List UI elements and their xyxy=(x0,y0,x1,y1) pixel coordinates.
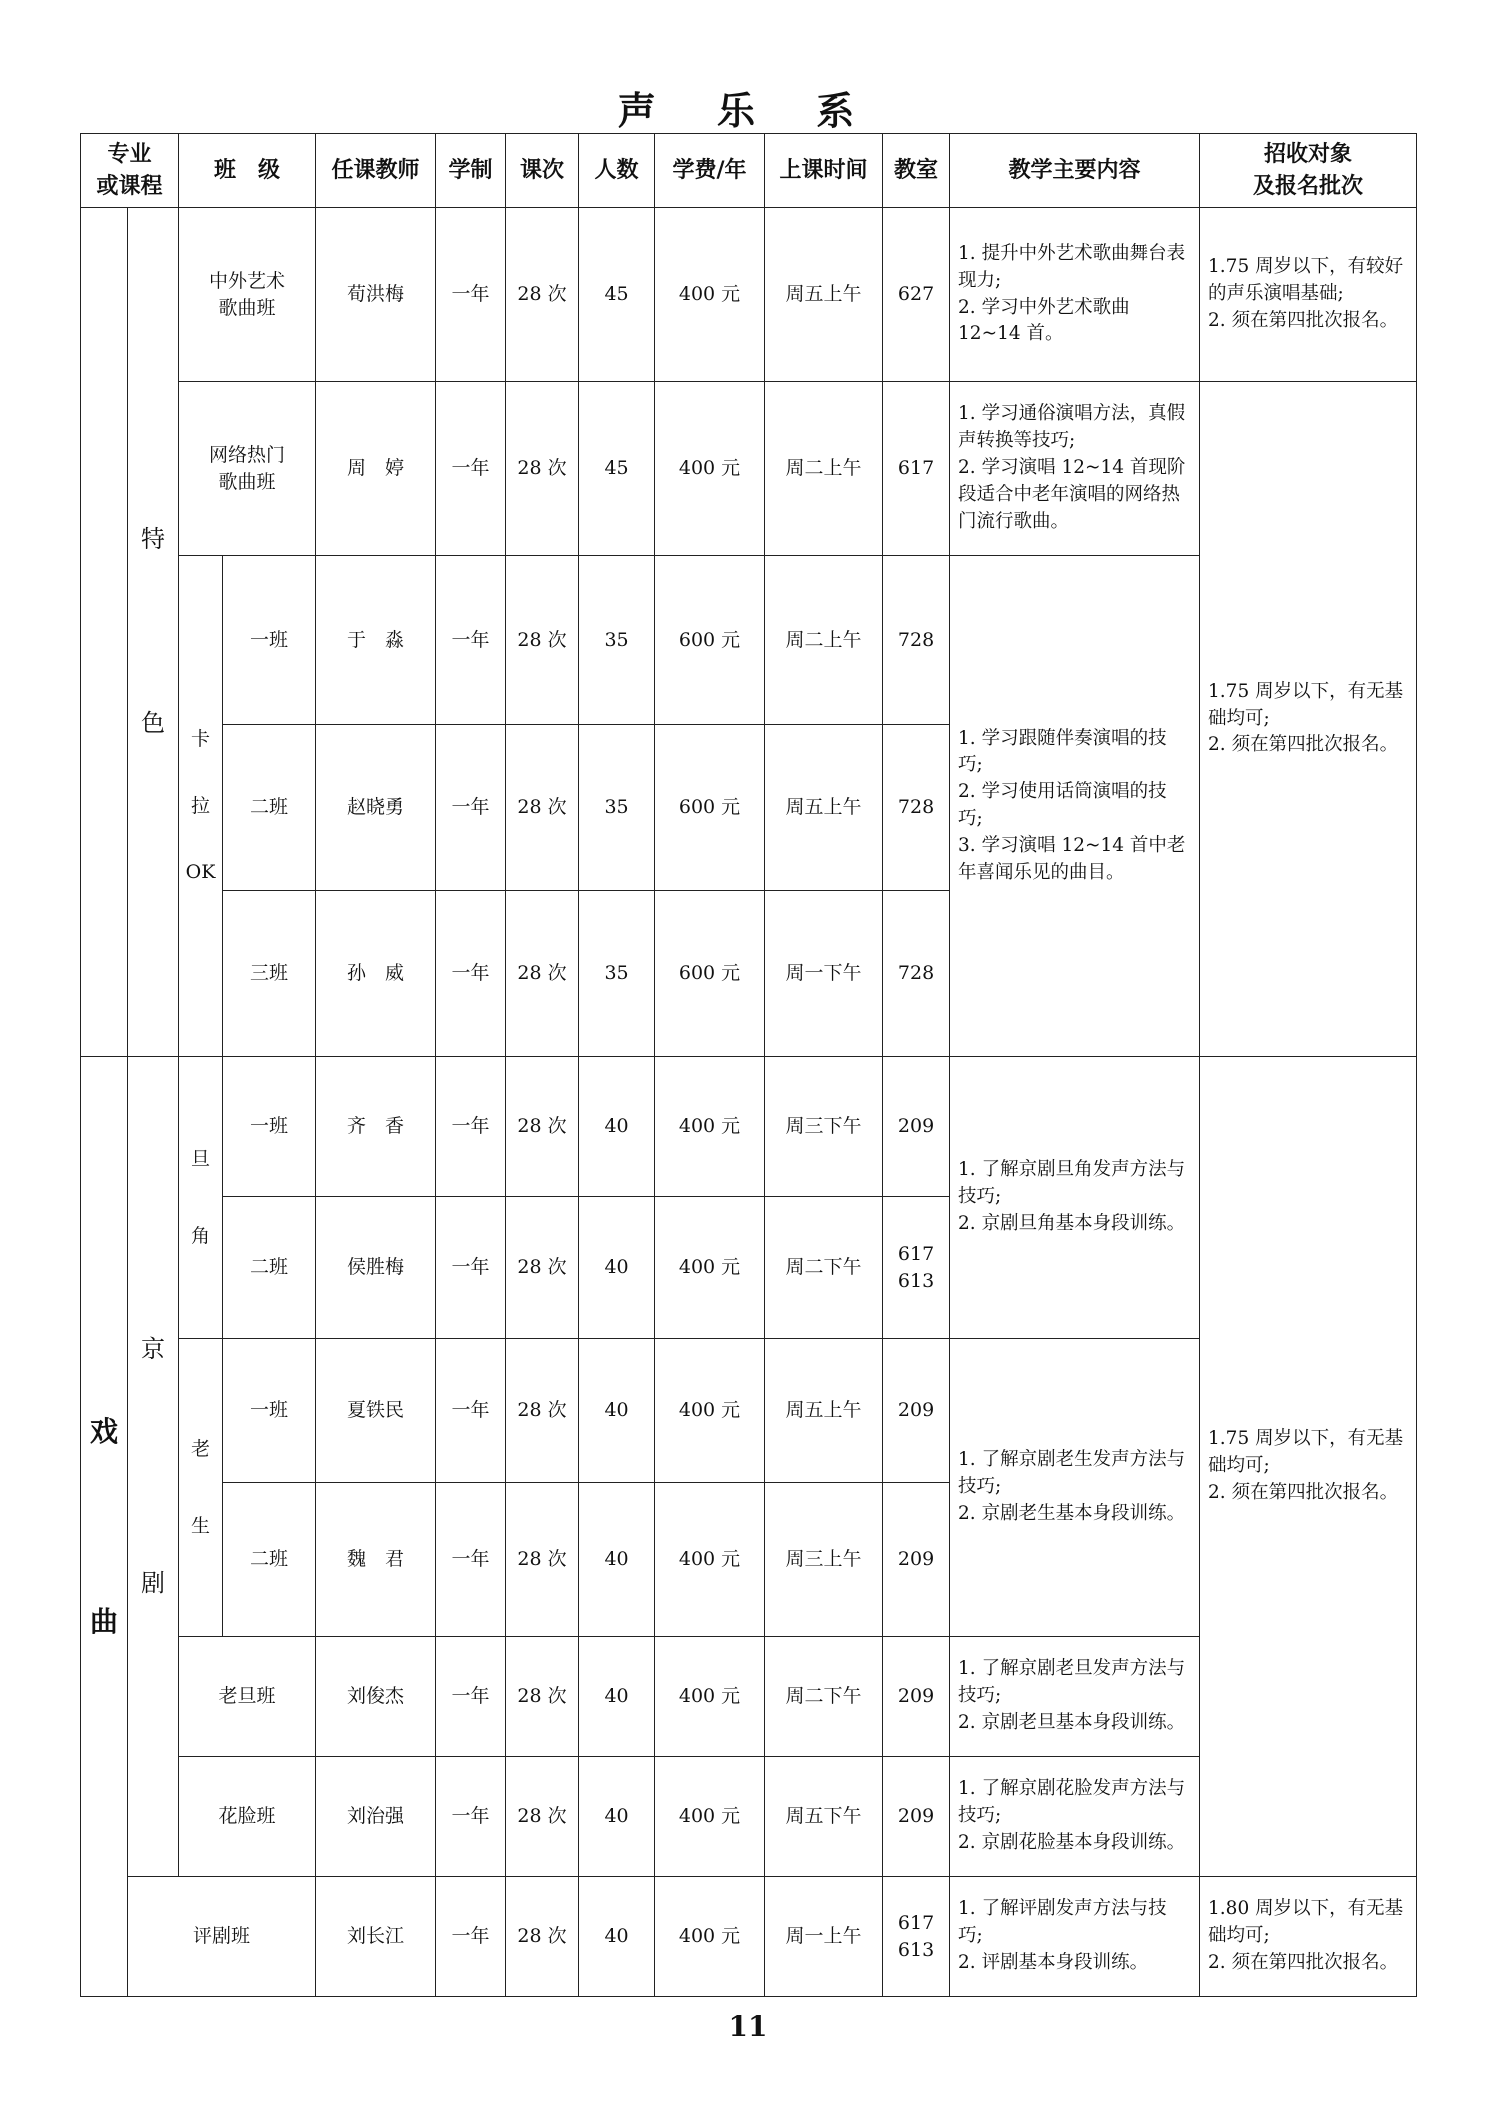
fee-cell: 600 元 xyxy=(655,891,765,1057)
fee-cell: 600 元 xyxy=(655,725,765,891)
target-cell: 1.80 周岁以下，有无基础均可; 2. 须在第四批次报名。 xyxy=(1200,1877,1417,1997)
fee-cell: 400 元 xyxy=(655,1057,765,1197)
class-cell: 二班 xyxy=(223,1197,316,1339)
content-cell: 1. 了解京剧老旦发声方法与技巧; 2. 京剧老旦基本身段训练。 xyxy=(950,1637,1200,1757)
table-row xyxy=(81,1877,1417,1997)
header-system: 学制 xyxy=(436,134,506,208)
header-teacher: 任课教师 xyxy=(316,134,436,208)
system-cell: 一年 xyxy=(436,1877,506,1997)
header-time: 上课时间 xyxy=(765,134,883,208)
teacher-cell: 魏 君 xyxy=(316,1483,436,1637)
group-tese: 特 色 xyxy=(128,208,179,1057)
sessions-cell: 28 次 xyxy=(506,725,579,891)
header-target: 招收对象 及报名批次 xyxy=(1200,134,1417,208)
class-cell: 花脸班 xyxy=(179,1757,316,1877)
group-karaoke: 卡 拉 OK xyxy=(179,556,223,1057)
class-cell: 网络热门 歌曲班 xyxy=(179,382,316,556)
time-cell: 周五上午 xyxy=(765,1339,883,1483)
people-cell: 40 xyxy=(579,1877,655,1997)
target-cell: 1.75 周岁以下，有无基础均可; 2. 须在第四批次报名。 xyxy=(1200,1057,1417,1877)
room-cell: 617 613 xyxy=(883,1877,950,1997)
class-cell: 一班 xyxy=(223,1057,316,1197)
header-people: 人数 xyxy=(579,134,655,208)
content-cell: 1. 了解评剧发声方法与技巧; 2. 评剧基本身段训练。 xyxy=(950,1877,1200,1997)
room-cell: 209 xyxy=(883,1637,950,1757)
header-class: 班 级 xyxy=(179,134,316,208)
time-cell: 周二下午 xyxy=(765,1637,883,1757)
sessions-cell: 28 次 xyxy=(506,1339,579,1483)
fee-cell: 400 元 xyxy=(655,1877,765,1997)
teacher-cell: 赵晓勇 xyxy=(316,725,436,891)
teacher-cell: 于 淼 xyxy=(316,556,436,725)
fee-cell: 600 元 xyxy=(655,556,765,725)
content-cell: 1. 了解京剧老生发声方法与技巧; 2. 京剧老生基本身段训练。 xyxy=(950,1339,1200,1637)
header-content: 教学主要内容 xyxy=(950,134,1200,208)
fee-cell: 400 元 xyxy=(655,1757,765,1877)
time-cell: 周一上午 xyxy=(765,1877,883,1997)
teacher-cell: 荀洪梅 xyxy=(316,208,436,382)
class-cell: 三班 xyxy=(223,891,316,1057)
content-cell: 1. 了解京剧旦角发声方法与技巧; 2. 京剧旦角基本身段训练。 xyxy=(950,1057,1200,1339)
fee-cell: 400 元 xyxy=(655,208,765,382)
group-danjiao: 旦 角 xyxy=(179,1057,223,1339)
content-cell: 1. 学习跟随伴奏演唱的技巧; 2. 学习使用话筒演唱的技巧; 3. 学习演唱 12~14 首中老年喜闻乐见的曲目。 xyxy=(950,556,1200,1057)
time-cell: 周三下午 xyxy=(765,1057,883,1197)
target-cell: 1.75 周岁以下，有无基础均可; 2. 须在第四批次报名。 xyxy=(1200,382,1417,1057)
sessions-cell: 28 次 xyxy=(506,556,579,725)
people-cell: 40 xyxy=(579,1197,655,1339)
room-cell: 209 xyxy=(883,1339,950,1483)
time-cell: 周一下午 xyxy=(765,891,883,1057)
people-cell: 40 xyxy=(579,1757,655,1877)
system-cell: 一年 xyxy=(436,1197,506,1339)
group-jingju: 京 剧 xyxy=(128,1057,179,1877)
system-cell: 一年 xyxy=(436,891,506,1057)
system-cell: 一年 xyxy=(436,208,506,382)
sessions-cell: 28 次 xyxy=(506,208,579,382)
room-cell: 728 xyxy=(883,891,950,1057)
table-row xyxy=(81,1057,1417,1197)
people-cell: 35 xyxy=(579,891,655,1057)
fee-cell: 400 元 xyxy=(655,1483,765,1637)
system-cell: 一年 xyxy=(436,1483,506,1637)
time-cell: 周二上午 xyxy=(765,556,883,725)
room-cell: 617 613 xyxy=(883,1197,950,1339)
sessions-cell: 28 次 xyxy=(506,1877,579,1997)
room-cell: 209 xyxy=(883,1057,950,1197)
teacher-cell: 刘治强 xyxy=(316,1757,436,1877)
content-cell: 1. 学习通俗演唱方法，真假声转换等技巧; 2. 学习演唱 12~14 首现阶段适合中老年演唱的网络热门流行歌曲。 xyxy=(950,382,1200,556)
people-cell: 40 xyxy=(579,1637,655,1757)
people-cell: 35 xyxy=(579,556,655,725)
class-cell: 一班 xyxy=(223,1339,316,1483)
people-cell: 40 xyxy=(579,1483,655,1637)
people-cell: 40 xyxy=(579,1339,655,1483)
system-cell: 一年 xyxy=(436,1057,506,1197)
system-cell: 一年 xyxy=(436,1757,506,1877)
target-cell: 1.75 周岁以下，有较好的声乐演唱基础; 2. 须在第四批次报名。 xyxy=(1200,208,1417,382)
room-cell: 728 xyxy=(883,556,950,725)
header-row xyxy=(81,134,1417,208)
teacher-cell: 周 婷 xyxy=(316,382,436,556)
class-cell: 老旦班 xyxy=(179,1637,316,1757)
fee-cell: 400 元 xyxy=(655,1197,765,1339)
room-cell: 728 xyxy=(883,725,950,891)
teacher-cell: 侯胜梅 xyxy=(316,1197,436,1339)
content-cell: 1. 了解京剧花脸发声方法与技巧; 2. 京剧花脸基本身段训练。 xyxy=(950,1757,1200,1877)
class-cell: 二班 xyxy=(223,725,316,891)
people-cell: 45 xyxy=(579,208,655,382)
system-cell: 一年 xyxy=(436,382,506,556)
sessions-cell: 28 次 xyxy=(506,1757,579,1877)
room-cell: 617 xyxy=(883,382,950,556)
sessions-cell: 28 次 xyxy=(506,382,579,556)
sessions-cell: 28 次 xyxy=(506,891,579,1057)
sessions-cell: 28 次 xyxy=(506,1483,579,1637)
teacher-cell: 刘俊杰 xyxy=(316,1637,436,1757)
teacher-cell: 刘长江 xyxy=(316,1877,436,1997)
system-cell: 一年 xyxy=(436,1637,506,1757)
sessions-cell: 28 次 xyxy=(506,1197,579,1339)
teacher-cell: 夏铁民 xyxy=(316,1339,436,1483)
page-title: 声 乐 系 xyxy=(617,89,879,133)
class-cell: 二班 xyxy=(223,1483,316,1637)
course-table xyxy=(80,133,1417,1997)
class-cell: 评剧班 xyxy=(128,1877,316,1997)
people-cell: 35 xyxy=(579,725,655,891)
people-cell: 45 xyxy=(579,382,655,556)
sessions-cell: 28 次 xyxy=(506,1637,579,1757)
sessions-cell: 28 次 xyxy=(506,1057,579,1197)
group-laosheng: 老 生 xyxy=(179,1339,223,1637)
time-cell: 周二上午 xyxy=(765,382,883,556)
category-blank-cell xyxy=(81,208,128,1057)
system-cell: 一年 xyxy=(436,556,506,725)
header-fee: 学费/年 xyxy=(655,134,765,208)
room-cell: 209 xyxy=(883,1483,950,1637)
room-cell: 627 xyxy=(883,208,950,382)
time-cell: 周二下午 xyxy=(765,1197,883,1339)
time-cell: 周五下午 xyxy=(765,1757,883,1877)
group-xiqu: 戏 曲 xyxy=(81,1057,128,1997)
fee-cell: 400 元 xyxy=(655,1637,765,1757)
table-row xyxy=(81,208,1417,382)
system-cell: 一年 xyxy=(436,1339,506,1483)
header-major: 专业 或课程 xyxy=(81,134,179,208)
page-number: 11 xyxy=(728,2010,768,2043)
teacher-cell: 孙 威 xyxy=(316,891,436,1057)
fee-cell: 400 元 xyxy=(655,382,765,556)
fee-cell: 400 元 xyxy=(655,1339,765,1483)
room-cell: 209 xyxy=(883,1757,950,1877)
time-cell: 周五上午 xyxy=(765,208,883,382)
teacher-cell: 齐 香 xyxy=(316,1057,436,1197)
class-cell: 中外艺术 歌曲班 xyxy=(179,208,316,382)
time-cell: 周五上午 xyxy=(765,725,883,891)
content-cell: 1. 提升中外艺术歌曲舞台表现力; 2. 学习中外艺术歌曲 12~14 首。 xyxy=(950,208,1200,382)
class-cell: 一班 xyxy=(223,556,316,725)
people-cell: 40 xyxy=(579,1057,655,1197)
header-sessions: 课次 xyxy=(506,134,579,208)
time-cell: 周三上午 xyxy=(765,1483,883,1637)
table-row xyxy=(81,382,1417,556)
system-cell: 一年 xyxy=(436,725,506,891)
header-room: 教室 xyxy=(883,134,950,208)
